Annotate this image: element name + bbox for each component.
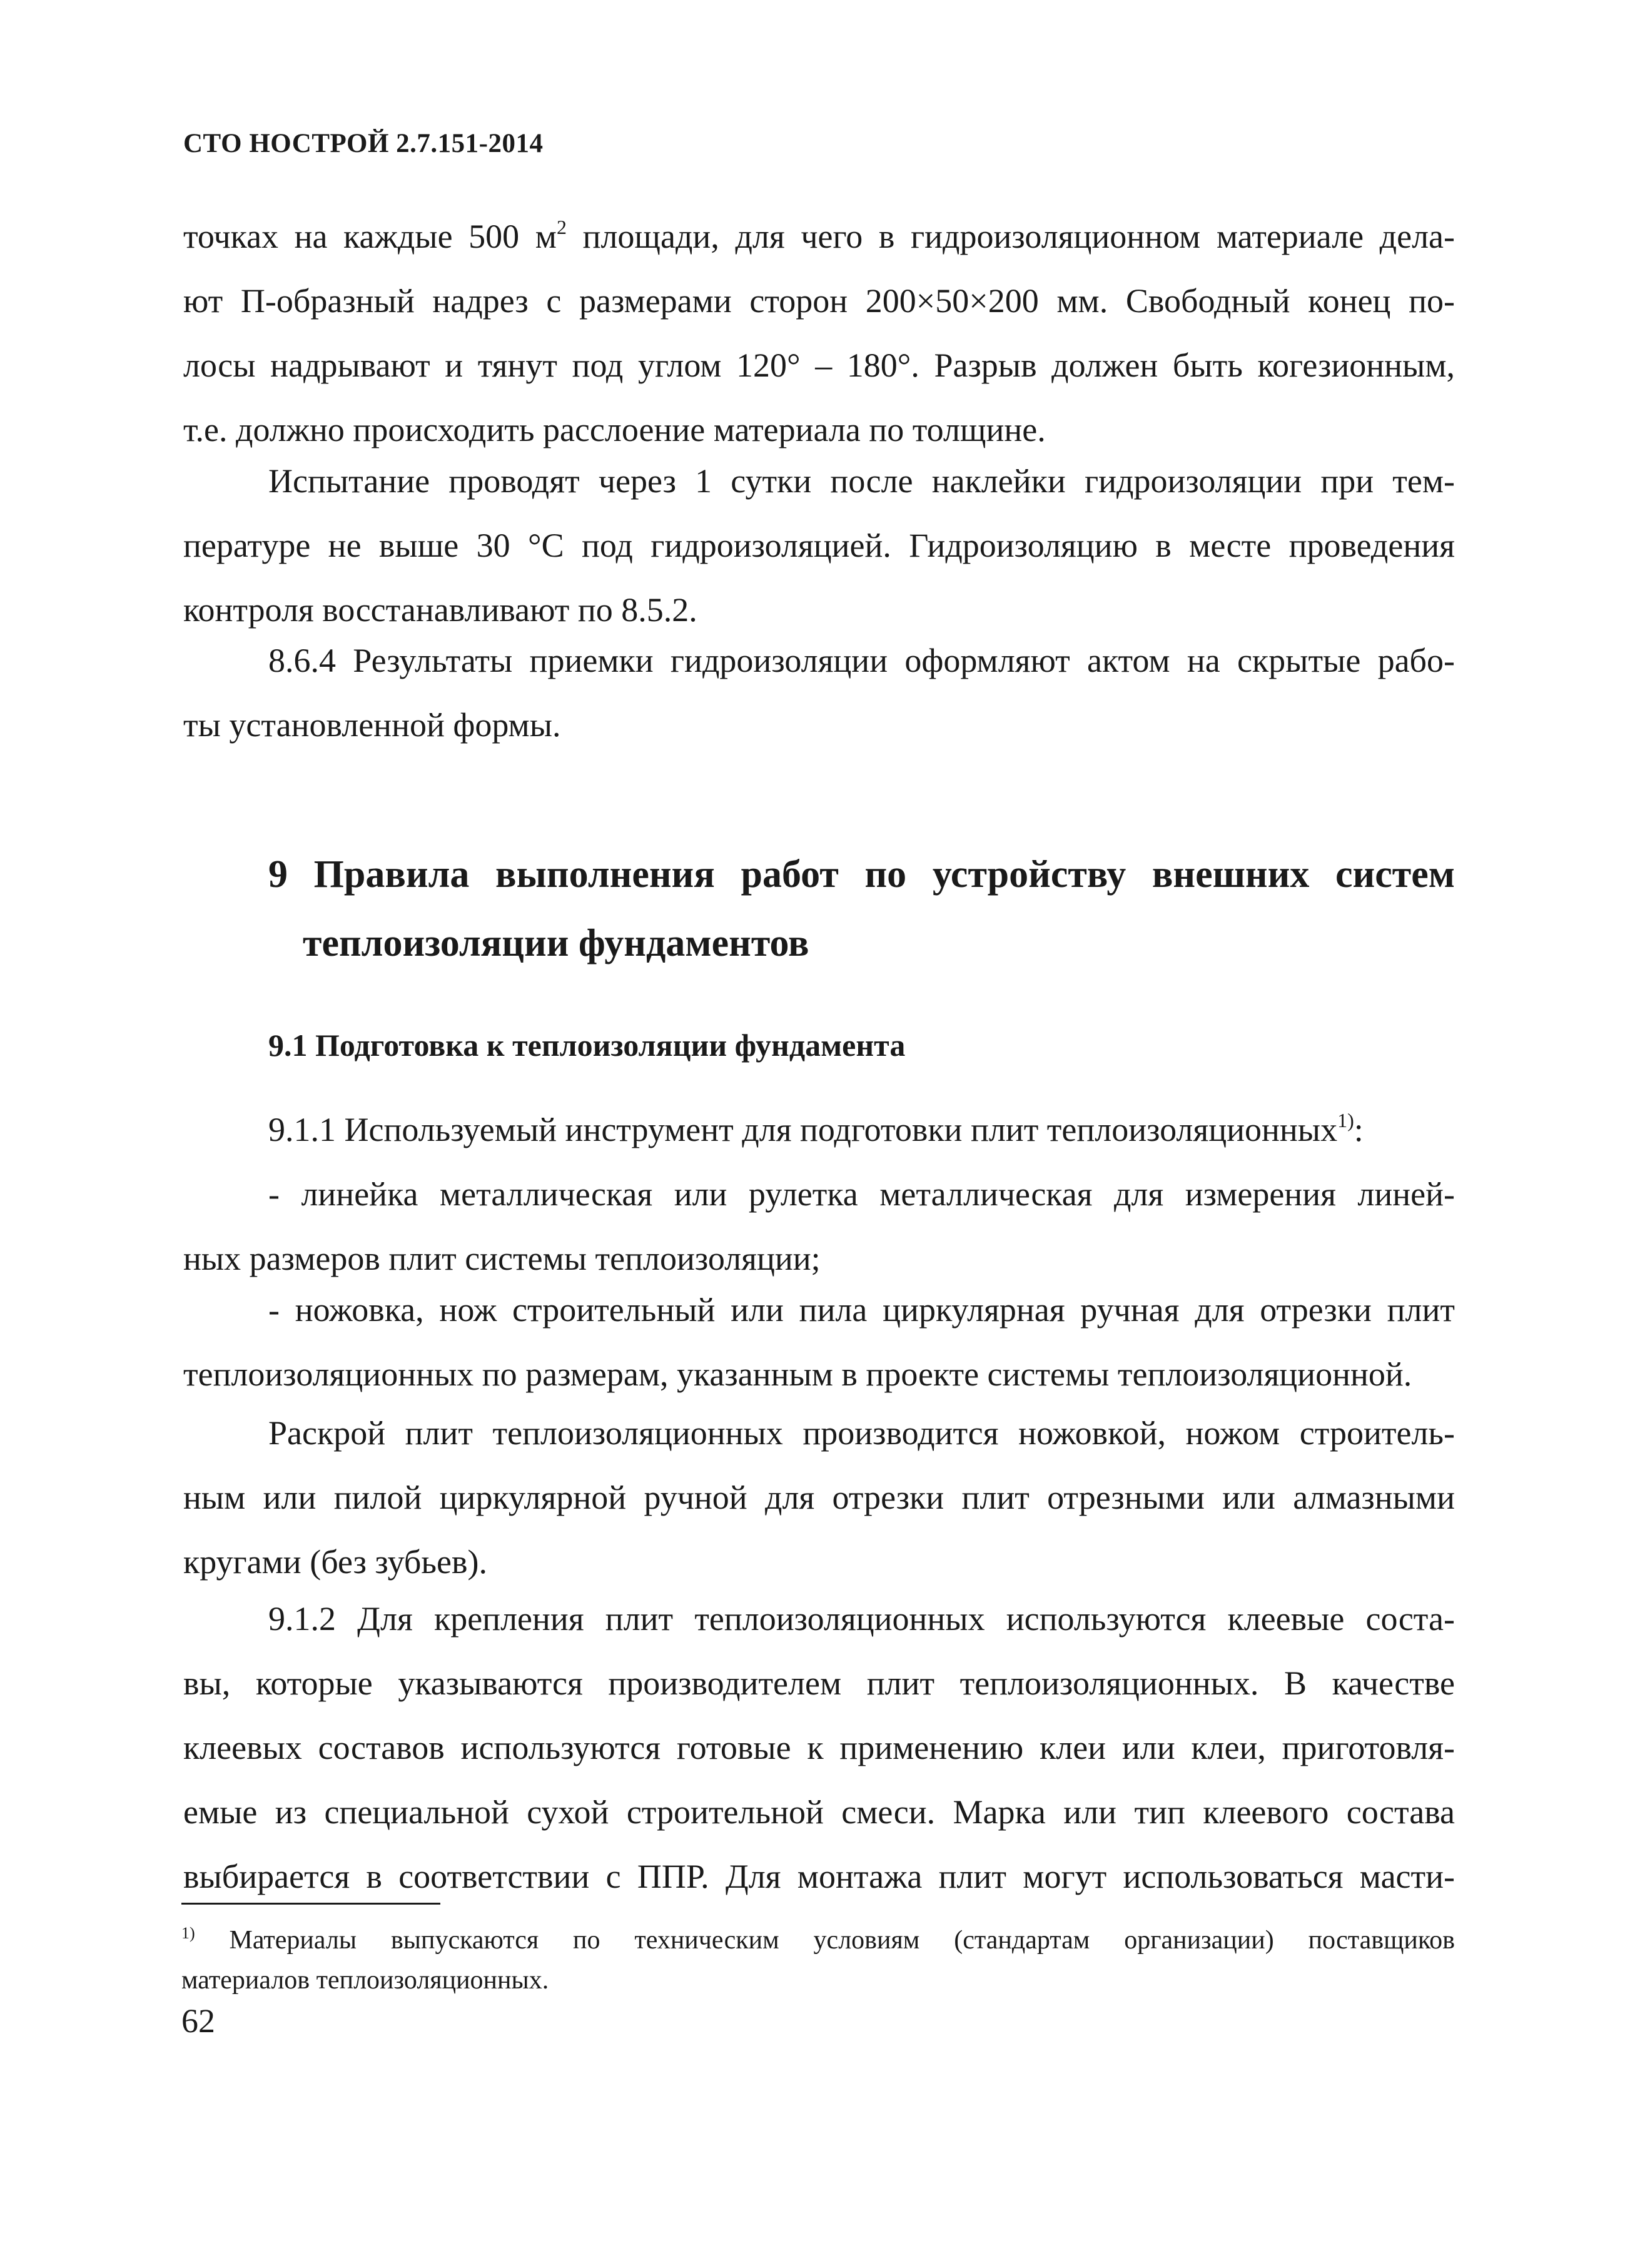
text-line: выбирается в соответствии с ППР. Для монтажа плит могут использоваться масти- <box>183 1858 1455 1895</box>
paragraph-9-1-2 <box>183 1587 1455 1909</box>
footnote-ref: 1) <box>1337 1109 1354 1131</box>
text-line: - ножовка, нож строительный или пила циркулярная ручная для отрезки плит <box>268 1291 1455 1329</box>
text-line: лосы надрывают и тянут под углом 120° – 180°. Разрыв должен быть когезионным, <box>183 347 1455 384</box>
text-line: 9.1.2 Для крепления плит теплоизоляционных используются клеевые соста- <box>268 1600 1455 1638</box>
text-line: Раскрой плит теплоизоляционных производится ножовкой, ножом строитель- <box>268 1414 1455 1452</box>
text-line: ют П-образный надрез с размерами сторон 200×50×200 мм. Свободный конец по- <box>183 282 1455 320</box>
text-line: точках на каждые 500 $м^2$ площади, для чего в гидроизоляционном материале дела- <box>183 216 1455 255</box>
paragraph-9-1-1 <box>183 1098 1455 1162</box>
paragraph-8-6-4 <box>183 629 1455 757</box>
paragraph-test <box>183 449 1455 642</box>
heading-line: 9 Правила выполнения работ по устройству внешних систем <box>268 853 1455 896</box>
text-line: пературе не выше 30 °С под гидроизоляцией. Гидроизоляцию в месте проведения <box>183 527 1455 564</box>
text-line: клеевых составов используются готовые к применению клеи или клеи, приготовля- <box>183 1729 1455 1766</box>
footnote-line: $^{1)}$ Материалы выпускаются по техническим условиям (стандартам организации) поставщиков <box>181 1924 1455 1955</box>
text-line: емые из специальной сухой строительной смеси. Марка или тип клеевого состава <box>183 1793 1455 1831</box>
heading-line: теплоизоляции фундаментов <box>303 922 809 964</box>
footnote-divider <box>181 1903 440 1905</box>
text-line: вы, которые указываются производителем плит теплоизоляционных. В качестве <box>183 1664 1455 1702</box>
text-line: ным или пилой циркулярной ручной для отрезки плит отрезными или алмазными <box>183 1479 1455 1516</box>
page-number: 62 <box>181 2002 215 2040</box>
text-line: Испытание проводят через 1 сутки после наклейки гидроизоляции при тем- <box>268 462 1455 500</box>
superscript: 2 <box>556 216 567 238</box>
text-line: 9.1.1 Используемый инструмент для подготовки плит теплоизоляционных$^{1)}$: <box>268 1109 1364 1148</box>
footnote-marker: 1) <box>181 1924 195 1942</box>
list-item <box>183 1162 1455 1291</box>
section-heading-9-1: 9.1 Подготовка к теплоизоляции фундамента <box>268 1028 906 1063</box>
text-line: т.е. должно происходить расслоение материала по толщине. <box>183 411 1046 448</box>
footnote <box>181 1920 1455 2000</box>
text-line: 8.6.4 Результаты приемки гидроизоляции оформляют актом на скрытые рабо- <box>268 642 1455 679</box>
text-line: кругами (без зубьев). <box>183 1543 487 1581</box>
text-line: контроля восстанавливают по 8.5.2. <box>183 591 697 629</box>
footnote-line: материалов теплоизоляционных. <box>181 1966 549 1995</box>
paragraph-continuation <box>183 205 1455 462</box>
paragraph-cutting <box>183 1401 1455 1594</box>
text-line: ных размеров плит системы теплоизоляции; <box>183 1240 821 1277</box>
section-heading-9 <box>268 840 1455 978</box>
text-line: ты установленной формы. <box>183 706 561 744</box>
list-item <box>183 1278 1455 1407</box>
text-line: теплоизоляционных по размерам, указанным в проекте системы теплоизоляционной. <box>183 1355 1412 1393</box>
document-header: СТО НОСТРОЙ 2.7.151-2014 <box>183 129 544 158</box>
text-line: - линейка металлическая или рулетка металлическая для измерения линей- <box>268 1175 1455 1213</box>
